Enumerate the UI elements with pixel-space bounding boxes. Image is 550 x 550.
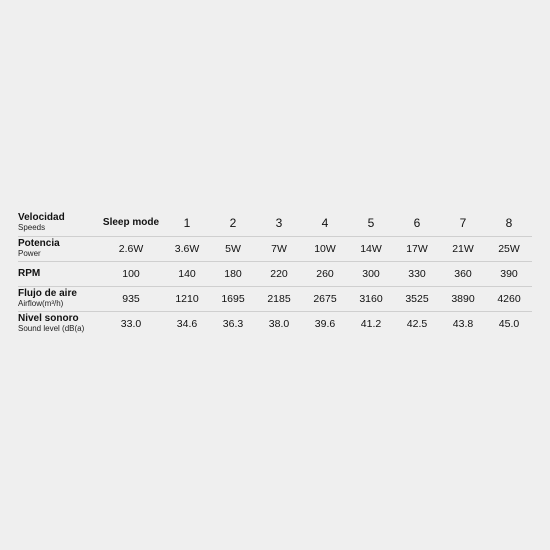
table-cell: 2.6W: [98, 236, 164, 261]
row-label: Potencia: [18, 238, 60, 249]
table-cell: 2675: [302, 286, 348, 311]
row-label: Nivel sonoro: [18, 313, 79, 325]
column-header-speed-1: 1: [183, 215, 191, 230]
table-cell: 25W: [486, 236, 532, 261]
table-cell: 330: [394, 261, 440, 286]
table-cell: 3160: [348, 286, 394, 311]
table-row-airflow: [18, 286, 532, 311]
table-cell: 7W: [256, 236, 302, 261]
column-header-speed-2: 2: [229, 215, 237, 230]
table-cell: 100: [98, 261, 164, 286]
table-cell: 45.0: [486, 311, 532, 336]
table-cell: 935: [98, 286, 164, 311]
row-label-cell: [18, 311, 98, 336]
column-header-speed-6: 6: [413, 215, 421, 230]
specifications-table: [18, 210, 532, 336]
column-header-speed-8: 8: [505, 215, 513, 230]
table-cell: 180: [210, 261, 256, 286]
table-cell: 3.6W: [164, 236, 210, 261]
table-row-rpm: [18, 261, 532, 286]
row-sublabel: Power: [18, 249, 41, 258]
table-cell: 33.0: [98, 311, 164, 336]
table-cell: 4260: [486, 286, 532, 311]
row-label-cell: [18, 286, 98, 311]
table-row-power: [18, 236, 532, 261]
column-header-speed-5: 5: [367, 215, 375, 230]
row-label-cell: [18, 261, 98, 286]
row-label: RPM: [18, 268, 41, 279]
speed-label-cell: [18, 210, 98, 236]
table-row-sound-level: [18, 311, 532, 336]
table-cell: 3890: [440, 286, 486, 311]
table-cell: 43.8: [440, 311, 486, 336]
table-cell: 140: [164, 261, 210, 286]
table-header-row: [18, 210, 532, 236]
row-sublabel: Airflow(m³/h): [18, 299, 64, 308]
table-cell: 300: [348, 261, 394, 286]
row-sublabel: Sound level (dB(a): [18, 324, 85, 334]
table-cell: 360: [440, 261, 486, 286]
table-cell: 38.0: [256, 311, 302, 336]
column-header-speed-4: 4: [321, 215, 329, 230]
table-cell: 220: [256, 261, 302, 286]
column-header-speed-7: 7: [459, 215, 467, 230]
row-label-cell: [18, 236, 98, 261]
table-cell: 10W: [302, 236, 348, 261]
column-header-speed-3: 3: [275, 215, 283, 230]
speed-sublabel: Speeds: [18, 223, 46, 233]
table-cell: 2185: [256, 286, 302, 311]
speed-label: Velocidad: [18, 212, 65, 224]
table-cell: 390: [486, 261, 532, 286]
table-cell: 41.2: [348, 311, 394, 336]
table-cell: 3525: [394, 286, 440, 311]
table-cell: 34.6: [164, 311, 210, 336]
row-label: Flujo de aire: [18, 288, 77, 299]
table-cell: 1210: [164, 286, 210, 311]
column-header-sleep-mode: Sleep mode: [102, 217, 160, 229]
table-cell: 21W: [440, 236, 486, 261]
table-cell: 17W: [394, 236, 440, 261]
table-cell: 14W: [348, 236, 394, 261]
table-cell: 42.5: [394, 311, 440, 336]
table-cell: 1695: [210, 286, 256, 311]
table-cell: 39.6: [302, 311, 348, 336]
table-cell: 260: [302, 261, 348, 286]
table-cell: 36.3: [210, 311, 256, 336]
table-cell: 5W: [210, 236, 256, 261]
